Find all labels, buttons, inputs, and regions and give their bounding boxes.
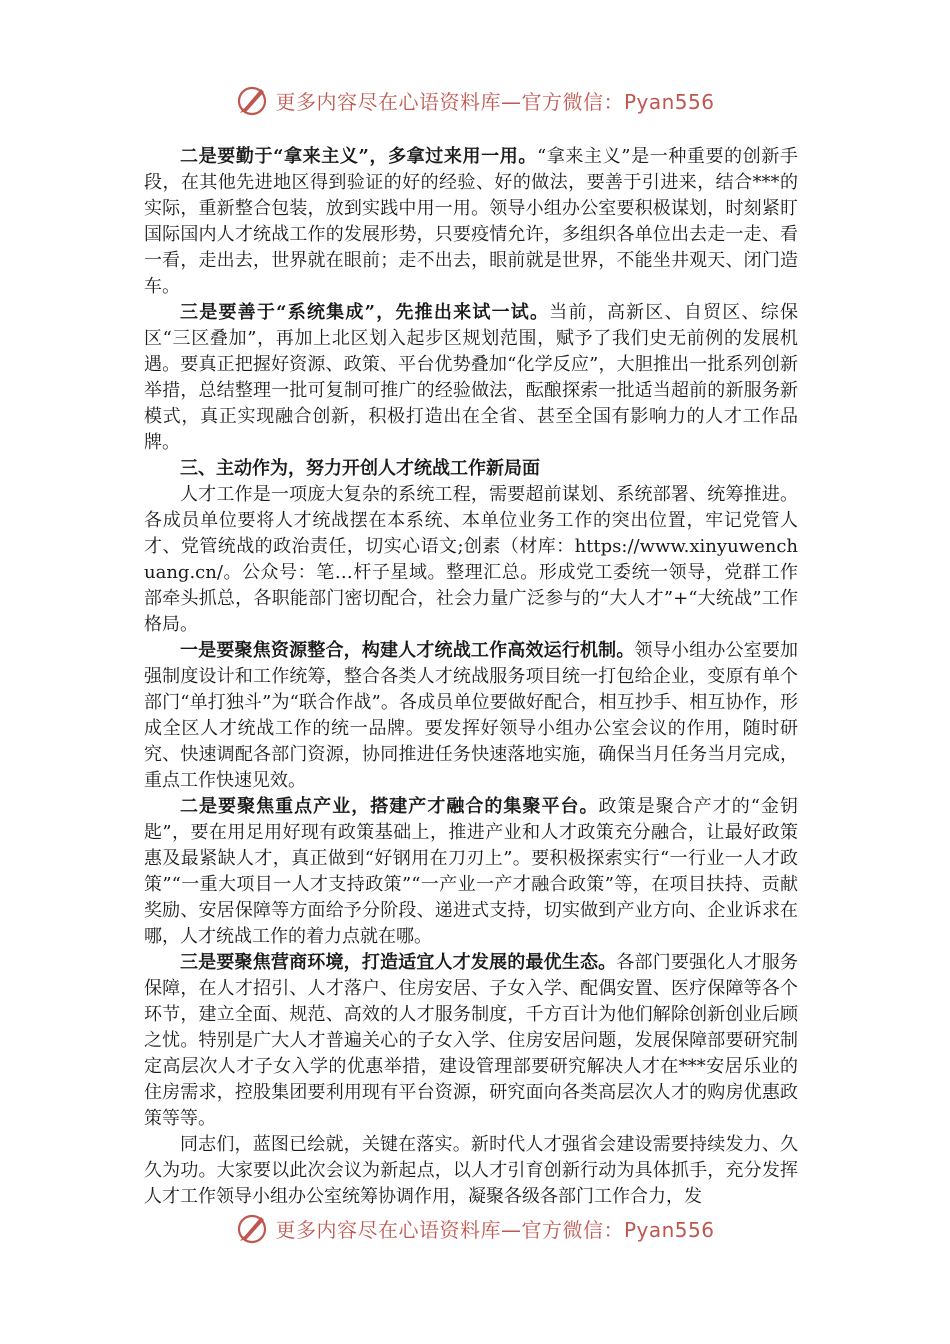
- quill-pen-logo-icon: [235, 1211, 269, 1245]
- paragraph-1: [144, 144, 798, 300]
- paragraph-lead: 一是要聚焦资源整合，构建人才统战工作高效运行机制。: [180, 640, 635, 661]
- paragraph-7: [144, 1132, 798, 1210]
- paragraph-text: 各部门要强化人才服务保障，在人才招引、人才落户、住房安居、子女入学、配偶安置、医疗保障等各个环节，建立全面、规范、高效的人才服务制度，千方百计为他们解除创新创业后顾之忧。特别是广大人才普遍关心的子女入学、住房安居问题，发展保障部要研究制定高层次人才子女入学的优惠举措，建设管理部要研究解决人才在***安居乐业的住房需求，控股集团要利用现有平台资源，研究面向各类高层次人才的购房优惠政策等等。: [144, 952, 799, 1129]
- section-heading: 三、主动作为，努力开创人才统战工作新局面: [180, 458, 540, 479]
- paragraph-text: 政策是聚合产才的“金钥匙”，要在用足用好现有政策基础上，推进产业和人才政策充分融合，让最好政策惠及最紧缺人才，真正做到“好钢用在刀刃上”。要积极探索实行“一行业一人才政策”“一重大项目一人才支持政策”“一产业一产才融合政策”等，在项目扶持、贡献奖励、安居保障等方面给予分阶段、递进式支持，切实做到产业方向、企业诉求在哪，人才统战工作的着力点就在哪。: [144, 796, 798, 947]
- paragraph-2: [144, 300, 798, 456]
- quill-pen-logo-icon: [235, 83, 269, 117]
- paragraph-lead: 三是要善于“系统集成”，先推出来试一试。: [180, 302, 550, 323]
- paragraph-lead: 二是要聚焦重点产业，搭建产才融合的集聚平台。: [180, 796, 599, 817]
- paragraph-text: 同志们，蓝图已绘就，关键在落实。新时代人才强省会建设需要持续发力、久久为功。大家要以此次会议为新起点，以人才引育创新行动为具体抓手，充分发挥人才工作领导小组办公室统筹协调作用，凝聚各级各部门工作合力，发: [144, 1134, 798, 1207]
- paragraph-text: “拿来主义”是一种重要的创新手段，在其他先进地区得到验证的好的经验、好的做法，要善于引进来，结合***的实际，重新整合包装，放到实践中用一用。领导小组办公室要积极谋划，时刻紧盯国际国内人才统战工作的发展形势，只要疫情允许，多组织各单位出去走一走、看一看，走出去，世界就在眼前；走不出去，眼前就是世界，不能坐井观天、闭门造车。: [144, 146, 798, 297]
- paragraph-3: [144, 482, 798, 638]
- paragraph-text: 当前，高新区、自贸区、综保区“三区叠加”，再加上北区划入起步区规划范围，赋予了我们史无前例的发展机遇。要真正把握好资源、政策、平台优势叠加“化学反应”，大胆推出一批系列创新举措，总结整理一批可复制可推广的经验做法，酝酿探索一批适当超前的新服务新模式，真正实现融合创新，积极打造出在全省、甚至全国有影响力的人才工作品牌。: [144, 302, 798, 453]
- watermark-banner-top: [0, 80, 950, 120]
- watermark-banner-bottom: [0, 1208, 950, 1248]
- paragraph-6: [144, 950, 798, 1132]
- paragraph-lead: 三是要聚焦营商环境，打造适宜人才发展的最优生态。: [180, 952, 617, 973]
- watermark-text: 更多内容尽在心语资料库—官方微信：Pyan556: [275, 1217, 715, 1242]
- paragraph-5: [144, 794, 798, 950]
- document-body: [144, 144, 798, 1210]
- watermark-text: 更多内容尽在心语资料库—官方微信：Pyan556: [275, 89, 715, 114]
- paragraph-text: 领导小组办公室要加强制度设计和工作统筹，整合各类人才统战服务项目统一打包给企业，变原有单个部门“单打独斗”为“联合作战”。各成员单位要做好配合，相互抄手、相互协作，形成全区人才统战工作的统一品牌。要发挥好领导小组办公室会议的作用，随时研究、快速调配各部门资源，协同推进任务快速落地实施，确保当月任务当月完成，重点工作快速见效。: [144, 640, 799, 791]
- paragraph-lead: 二是要勤于“拿来主义”，多拿过来用一用。: [180, 146, 537, 167]
- paragraph-text: 人才工作是一项庞大复杂的系统工程，需要超前谋划、系统部署、统筹推进。各成员单位要将人才统战摆在本系统、本单位业务工作的突出位置，牢记党管人才、党管统战的政治责任，切实心语文;创素（材库：https://www.xinyuwenchuang.cn/。公众号：笔…杆子星域。整理汇总。形成党工委统一领导，党群工作部牵头抓总，各职能部门密切配合，社会力量广泛参与的“大人才”+“大统战”工作格局。: [144, 484, 798, 635]
- paragraph-4: [144, 638, 798, 794]
